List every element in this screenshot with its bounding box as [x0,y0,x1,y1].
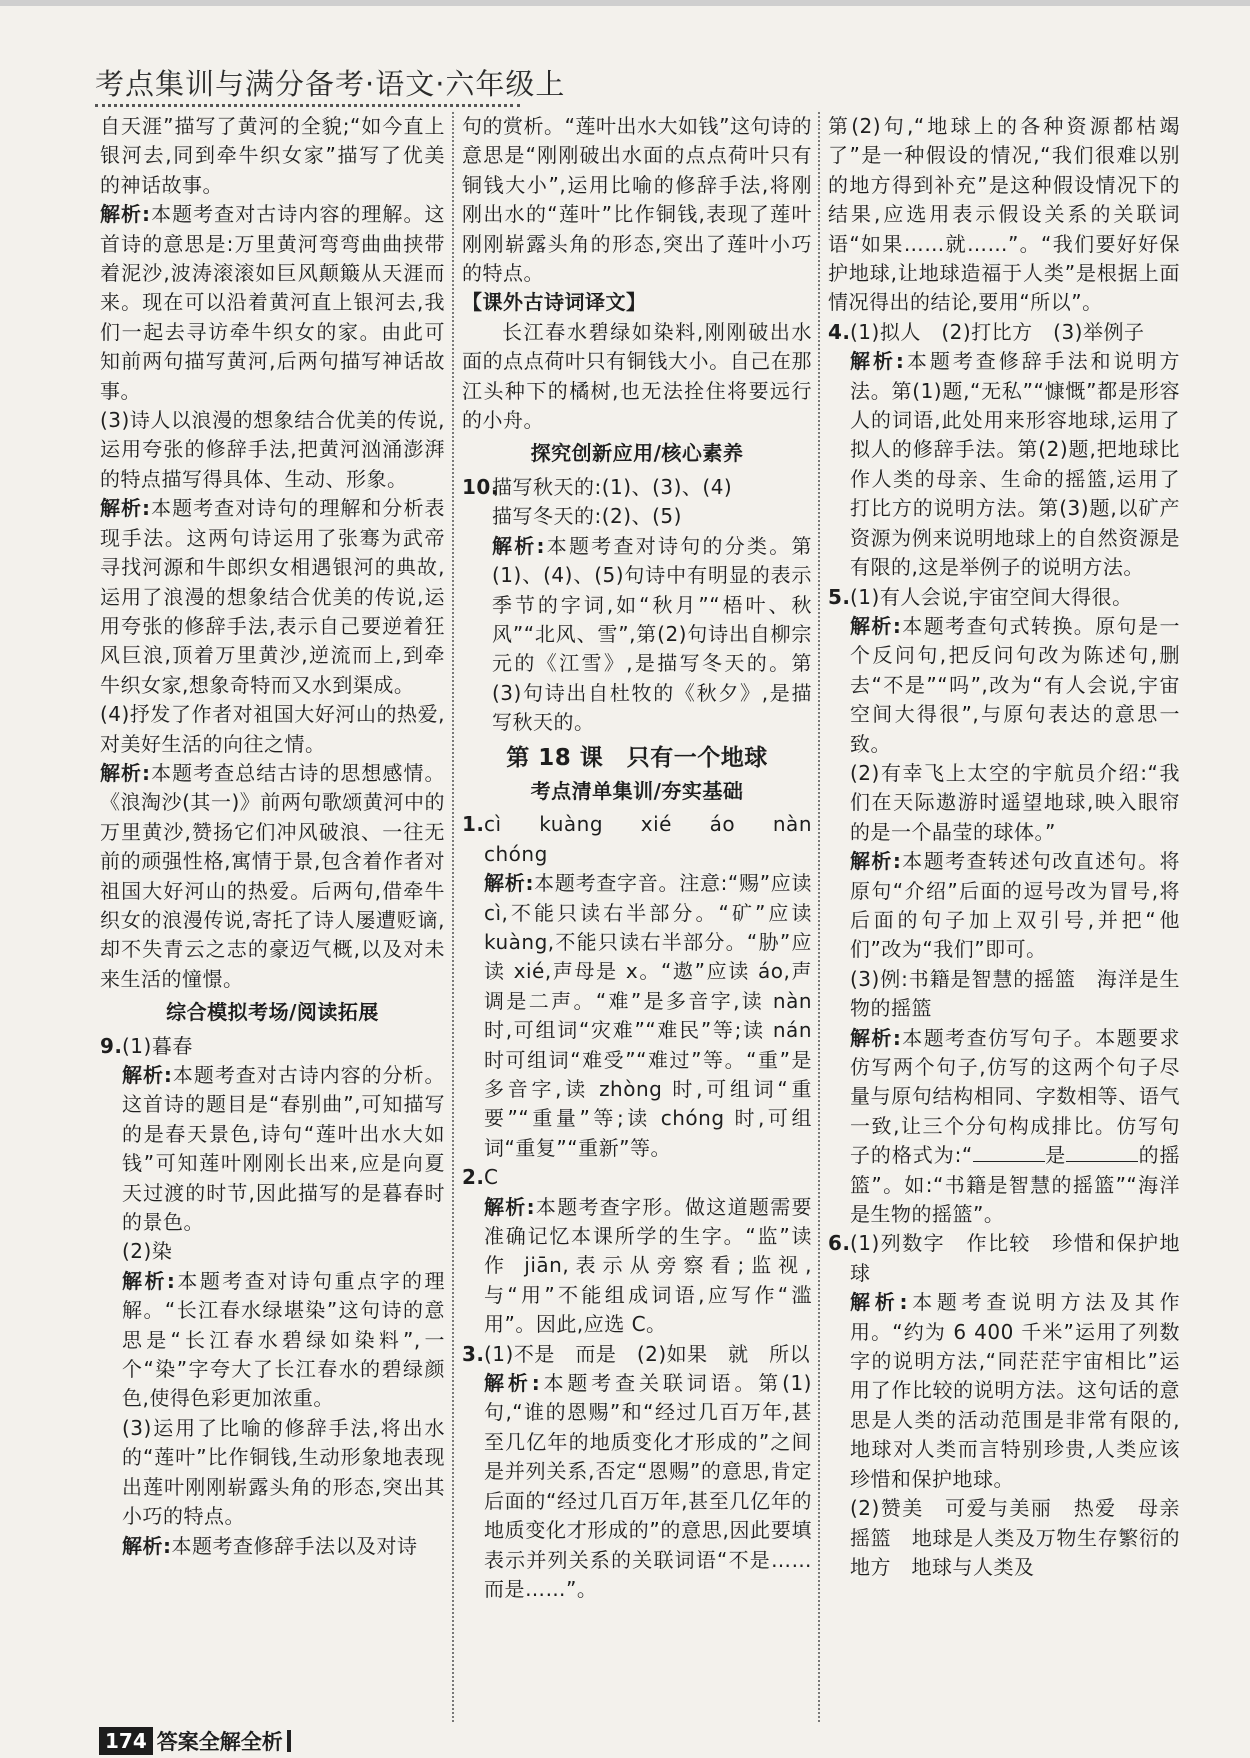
analysis-label: 解析: [100,202,151,227]
column-3 [828,112,1201,1582]
section-heading: 综合模拟考场/阅读拓展 [166,1000,379,1025]
answer-text: C [484,1165,499,1190]
analysis [484,1193,812,1340]
analysis [100,200,445,406]
column-2 [462,112,833,1604]
answer-text: (1)拟人 (2)打比方 (3)举例子 [850,319,1145,344]
question-9 [100,1032,445,1561]
analysis-label: 解析: [122,1533,172,1558]
question-number: 5. [828,584,851,609]
analysis-text: 本题考查字音。注意:“赐”应读 cì,不能只读右半部分。“矿”应读 kuàng,不能只读右半部分。“胁”应读 xié,声母是 x。“遨”应读 áo,声调是二声。“难”是多音字,读 nàn 时,可组词“灾难”“难民”等;读 nán 时可组词“难受”“难过”等。“重”是多音字,读 zhòng 时,可组词“重要”“重量”等;读 chóng 时,可组词“重复”“重新”等。 [484,871,813,1160]
analysis-text: 是 [1044,1143,1067,1168]
analysis-text: 本题考查仿写句子。本题要求仿写两个句子,仿写的这两个句子尽量与原句结构相同、字数相等、语气一致,让三个分句构成排比。仿写句子的格式为:“ [850,1025,1181,1168]
fill-blank [973,1143,1045,1162]
analysis-text: 本题考查转述句改直述句。将原句“介绍”后面的逗号改为冒号,将后面的句子加上双引号,并把“他们”改为“我们”即可。 [850,849,1181,962]
question-5 [828,583,1180,1230]
analysis [850,1024,1180,1230]
answer-text: 描写冬天的:(2)、(5) [492,504,682,529]
analysis [850,347,1180,582]
analysis-label: 解析: [850,613,902,638]
analysis-label: 解析: [122,1268,176,1293]
question-number: 3. [462,1341,485,1366]
translation-text: 长江春水碧绿如染料,刚刚破出水面的点点荷叶只有铜钱大小。自己在那江头种下的橘树,也无法拴住将要远行的小舟。 [462,319,812,433]
fill-blank [1066,1143,1138,1162]
column-separator [818,112,820,1722]
header-rule [95,104,520,107]
analysis-text: 本题考查字形。做这道题需要准确记忆本课所学的生字。“监”读作 jiān,表示从旁察看;监视,与“用”不能组成词语,应写作“滥用”。因此,应选 C。 [484,1194,813,1337]
analysis-text: 本题考查修辞手法以及对诗 [171,1533,418,1558]
footer-bar [287,1730,291,1752]
column-1 [100,112,445,1561]
question-10 [462,473,812,738]
bracket-heading: 【课外古诗词译文】 [462,290,647,315]
analysis-label: 解析: [484,1371,541,1396]
question-number: 10. [462,474,499,499]
answer-text: (1)暮春 [122,1033,193,1058]
column-separator [452,112,454,1722]
analysis-text: 本题考查对古诗内容的理解。这首诗的意思是:万里黄河弯弯曲曲挟带着泥沙,波涛滚滚如巨风颠簸从天涯而来。现在可以沿着黄河直上银河去,我们一起去寻访牵牛织女的家。由此可知前两句描写黄河,后两句描写神话故事。 [100,202,445,403]
page-number: 174 [99,1727,153,1755]
question-2 [462,1163,812,1339]
analysis-text: 第(2)句,“地球上的各种资源都枯竭了”是一种假设的情况,“我们很难以别的地方得到补充”是这种假设情况下的结果,应选用表示假设关系的关联词语“如果……就……”。“我们要好好保护地球,让地球造福于人类”是根据上面情况得出的结论,要用“所以”。 [828,114,1180,315]
footer-label: 答案全解全析 [156,1730,283,1754]
analysis-label: 解析: [100,496,151,521]
analysis [122,1061,445,1237]
analysis-label: 解析: [850,349,905,374]
analysis-text: 的摇篮”。如:“书籍是智慧的摇篮”“海洋是生物的摇篮”。 [850,1143,1181,1227]
analysis-label: 解析: [850,1025,902,1050]
analysis-label: 解析: [484,871,534,896]
question-number: 1. [462,812,485,837]
lesson-title: 第 18 课 只有一个地球 [506,744,768,771]
answer-text: cì kuàng xié áo nàn chóng [484,812,833,866]
question-3 [462,1340,812,1605]
question-number: 6. [828,1231,851,1256]
analysis-text: 句的赏析。“莲叶出水大如钱”这句诗的意思是“刚刚破出水面的点点荷叶只有铜钱大小”,运用比喻的修辞手法,将刚刚出水的“莲叶”比作铜钱,表现了莲叶刚刚崭露头角的形态,突出了莲叶小巧的特点。 [462,114,812,286]
answer-text: (3)例:书籍是智慧的摇篮 海洋是生物的摇篮 [850,966,1180,1021]
analysis-label: 解析: [122,1063,173,1087]
answer-text: (2)染 [122,1239,173,1264]
answer-text: (1)列数字 作比较 珍惜和保护地球 [850,1231,1180,1285]
section-heading: 探究创新应用/核心素养 [530,441,744,466]
analysis [100,759,445,994]
question-4 [828,318,1180,583]
analysis [122,1532,445,1561]
answer-text: (3)运用了比喻的修辞手法,将出水的“莲叶”比作铜钱,生动形象地表现出莲叶刚刚崭露头角的形态,突出其小巧的特点。 [122,1415,445,1529]
question-number: 9. [100,1033,123,1058]
question-1 [462,810,833,1163]
page-footer [99,1726,291,1756]
analysis-text: 本题考查说明方法及其作用。“约为 6 400 千米”运用了列数字的说明方法,“同茫茫宇宙相比”运用了作比较的说明方法。这句话的意思是人类的活动范围是非常有限的,地球对人类而言特别珍贵,人类应该珍惜和保护地球。 [850,1290,1181,1491]
analysis [484,869,812,1163]
page-header: 考点集训与满分备考·语文·六年级上 [95,67,566,101]
question-6 [828,1229,1201,1582]
analysis-text: 本题考查关联词语。第(1)句,“谁的恩赐”和“经过几百万年,甚至几亿年的地质变化才形成的”之间是并列关系,否定“恩赐”的意思,肯定后面的“经过几百万年,甚至几亿年的地质变化才形成的”的意思,因此要填表示并列关系的关联词语“不是……而是……”。 [484,1371,812,1601]
analysis-text: 本题考查句式转换。原句是一个反问句,把反问句改为陈述句,删去“不是”“吗”,改为“有人会说,宇宙空间大得很”,与原句表达的意思一致。 [850,613,1181,756]
question-number: 2. [462,1165,485,1190]
analysis [850,847,1180,965]
analysis-label: 解析: [850,1290,908,1315]
answer-text: (2)有幸飞上太空的宇航员介绍:“我们在天际遨游时遥望地球,映入眼帘的是一个晶莹的球体。” [850,760,1180,844]
answer-text: 描写秋天的:(1)、(3)、(4) [492,474,733,499]
top-edge [0,0,1250,6]
answer-text: (2)赞美 可爱与美丽 热爱 母亲 摇篮 地球是人类及万物生存繁衍的地方 地球与人类及 [850,1496,1201,1579]
analysis-label: 解析: [484,1194,536,1219]
analysis-label: 解析: [850,849,902,874]
analysis-label: 解析: [492,533,545,558]
question-number: 4. [828,319,851,344]
analysis [100,494,445,700]
analysis-text: 本题考查总结古诗的思想感情。《浪淘沙(其一)》前两句歌颂黄河中的万里黄沙,赞扬它们冲风破浪、一往无前的顽强性格,寓情于景,包含着作者对祖国大好河山的热爱。后两句,借牵牛织女的浪漫传说,寄托了诗人屡遭贬谪,却不失青云之志的豪迈气概,以及对未来生活的憧憬。 [100,760,445,991]
answer-text: (1)不是 而是 (2)如果 就 所以 [484,1341,811,1366]
answer-text: 自天涯”描写了黄河的全貌;“如今直上银河去,同到牵牛织女家”描写了优美的神话故事。 [100,114,445,197]
section-heading: 考点清单集训/夯实基础 [530,778,744,803]
analysis-text: 本题考查对诗句的理解和分析表现手法。这两句诗运用了张骞为武帝寻找河源和牛郎织女相遇银河的典故,运用了浪漫的想象结合优美的传说,运用夸张的修辞手法,表示自己要逆着狂风巨浪,顶着万里黄沙,逆流而上,到牵牛织女家,想象奇特而又水到渠成。 [100,496,445,697]
answer-text: (4)抒发了作者对祖国大好河山的热爱,对美好生活的向往之情。 [100,702,445,756]
analysis-text: 本题考查对诗句的分类。第(1)、(4)、(5)句诗中有明显的表示季节的字词,如“秋月”“梧叶、秋风”“北风、雪”,第(2)句诗出自柳宗元的《江雪》,是描写冬天的。第(3)句诗出自杜牧的《秋夕》,是描写秋天的。 [492,533,812,735]
analysis-text: 本题考查修辞手法和说明方法。第(1)题,“无私”“慷慨”都是形容人的词语,此处用来形容地球,运用了拟人的修辞手法。第(2)题,把地球比作人类的母亲、生命的摇篮,运用了打比方的说明方法。第(3)题,以矿产资源为例来说明地球上的自然资源是有限的,这是举例子的说明方法。 [850,349,1181,580]
analysis [850,1288,1180,1494]
analysis [850,612,1180,759]
answer-text: (3)诗人以浪漫的想象结合优美的传说,运用夸张的修辞手法,把黄河汹涌澎湃的特点描写得具体、生动、形象。 [100,408,445,491]
analysis [484,1369,812,1604]
analysis-label: 解析: [100,760,151,785]
analysis [122,1267,445,1414]
answer-text: (1)有人会说,宇宙空间大得很。 [850,584,1133,609]
analysis-text: 本题考查对诗句重点字的理解。“长江春水绿堪染”这句诗的意思是“长江春水碧绿如染料”,一个“染”字夸大了长江春水的碧绿颜色,使得色彩更加浓重。 [122,1268,446,1411]
analysis-text: 本题考查对古诗内容的分析。这首诗的题目是“春别曲”,可知描写的是春天景色,诗句“莲叶出水大如钱”可知莲叶刚刚长出来,应是向夏天过渡的时节,因此描写的是暮春时的景色。 [122,1063,446,1235]
analysis [492,532,812,738]
